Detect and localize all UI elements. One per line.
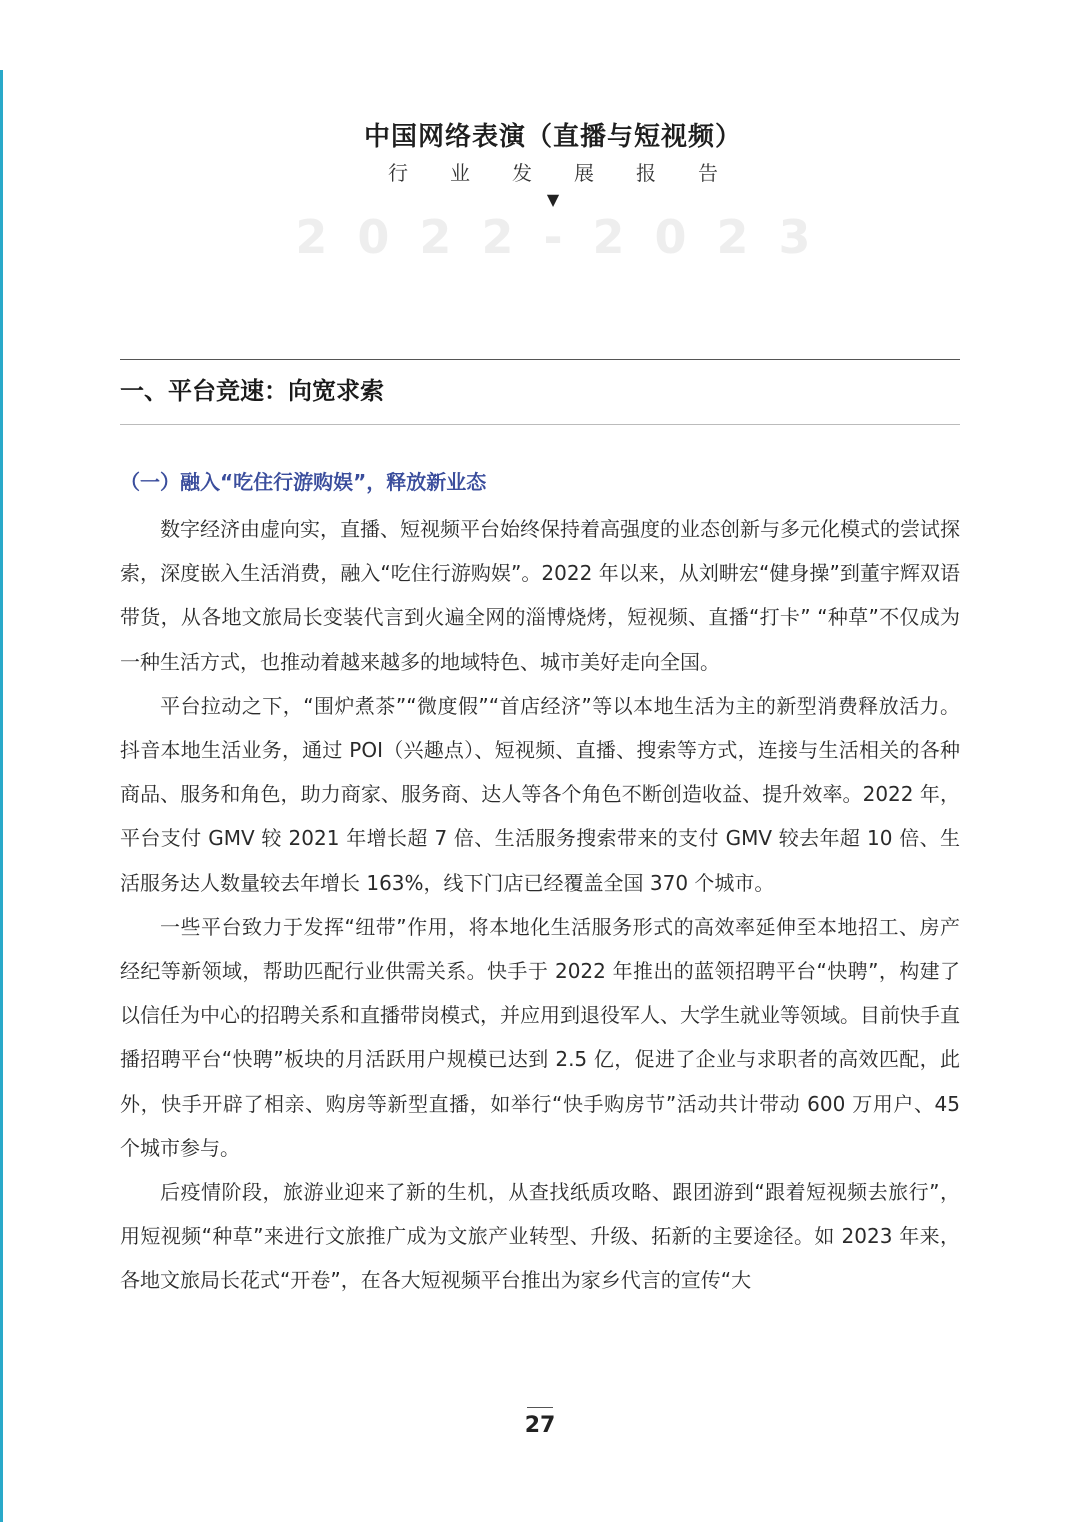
paragraph: 后疫情阶段，旅游业迎来了新的生机，从查找纸质攻略、跟团游到“跟着短视频去旅行”，用短视频“种草”来进行文旅推广成为文旅产业转型、升级、拓新的主要途径。如 2023 年来，各地文旅局长花式“开卷”，在各大短视频平台推出为家乡代言的宣传“大 (120, 1180, 960, 1293)
page-number: 27 (524, 1413, 556, 1438)
paragraph: 一些平台致力于发挥“纽带”作用，将本地化生活服务形式的高效率延伸至本地招工、房产经纪等新领域，帮助匹配行业供需关系。快手于 2022 年推出的蓝领招聘平台“快聘”，构建了以信任为中心的招聘关系和直播带岗模式，并应用到退役军人、大学生就业等领域。目前快手直播招聘平台“快聘”板块的月活跃用户规模已达到 2.5 亿，促进了企业与求职者的高效匹配，此外，快手开辟了相亲、购房等新型直播，如举行“快手购房节”活动共计带动 600 万用户、45 个城市参与。 (120, 914, 960, 1160)
report-years-watermark: 2022-2023 (295, 210, 841, 264)
paragraph: 平台拉动之下，“围炉煮茶”“微度假”“首店经济”等以本地生活为主的新型消费释放活力。抖音本地生活业务，通过 POI（兴趣点）、短视频、直播、搜索等方式，连接与生活相关的各种商品、服务和角色，助力商家、服务商、达人等各个角色不断创造收益、提升效率。2022 年，平台支付 GMV 较 2021 年增长超 7 倍、生活服务搜索带来的支付 GMV 较去年超 10 倍、生活服务达人数量较去年增长 163%，线下门店已经覆盖全国 370 个城市。 (120, 693, 960, 895)
down-triangle-icon: ▼ (546, 190, 560, 209)
report-subtitle: 行业发展报告 (388, 161, 760, 185)
report-title: 中国网络表演（直播与短视频） (363, 122, 742, 152)
subsection-heading: （一）融入“吃住行游购娱”，释放新业态 (120, 470, 487, 494)
section-bottom-rule (120, 424, 960, 425)
body-text (120, 507, 960, 1303)
paragraph: 数字经济由虚向实，直播、短视频平台始终保持着高强度的业态创新与多元化模式的尝试探索，深度嵌入生活消费，融入“吃住行游购娱”。2022 年以来，从刘畊宏“健身操”到董宇辉双语带货，从各地文旅局长变装代言到火遍全网的淄博烧烤，短视频、直播“打卡” “种草”不仅成为一种生活方式，也推动着越来越多的地域特色、城市美好走向全国。 (120, 517, 960, 674)
section-top-rule (120, 359, 960, 360)
left-edge-accent-line (0, 70, 3, 1522)
section-heading: 一、平台竞速：向宽求索 (120, 377, 384, 405)
page-number-rule (527, 1407, 553, 1408)
running-header (0, 118, 1080, 264)
